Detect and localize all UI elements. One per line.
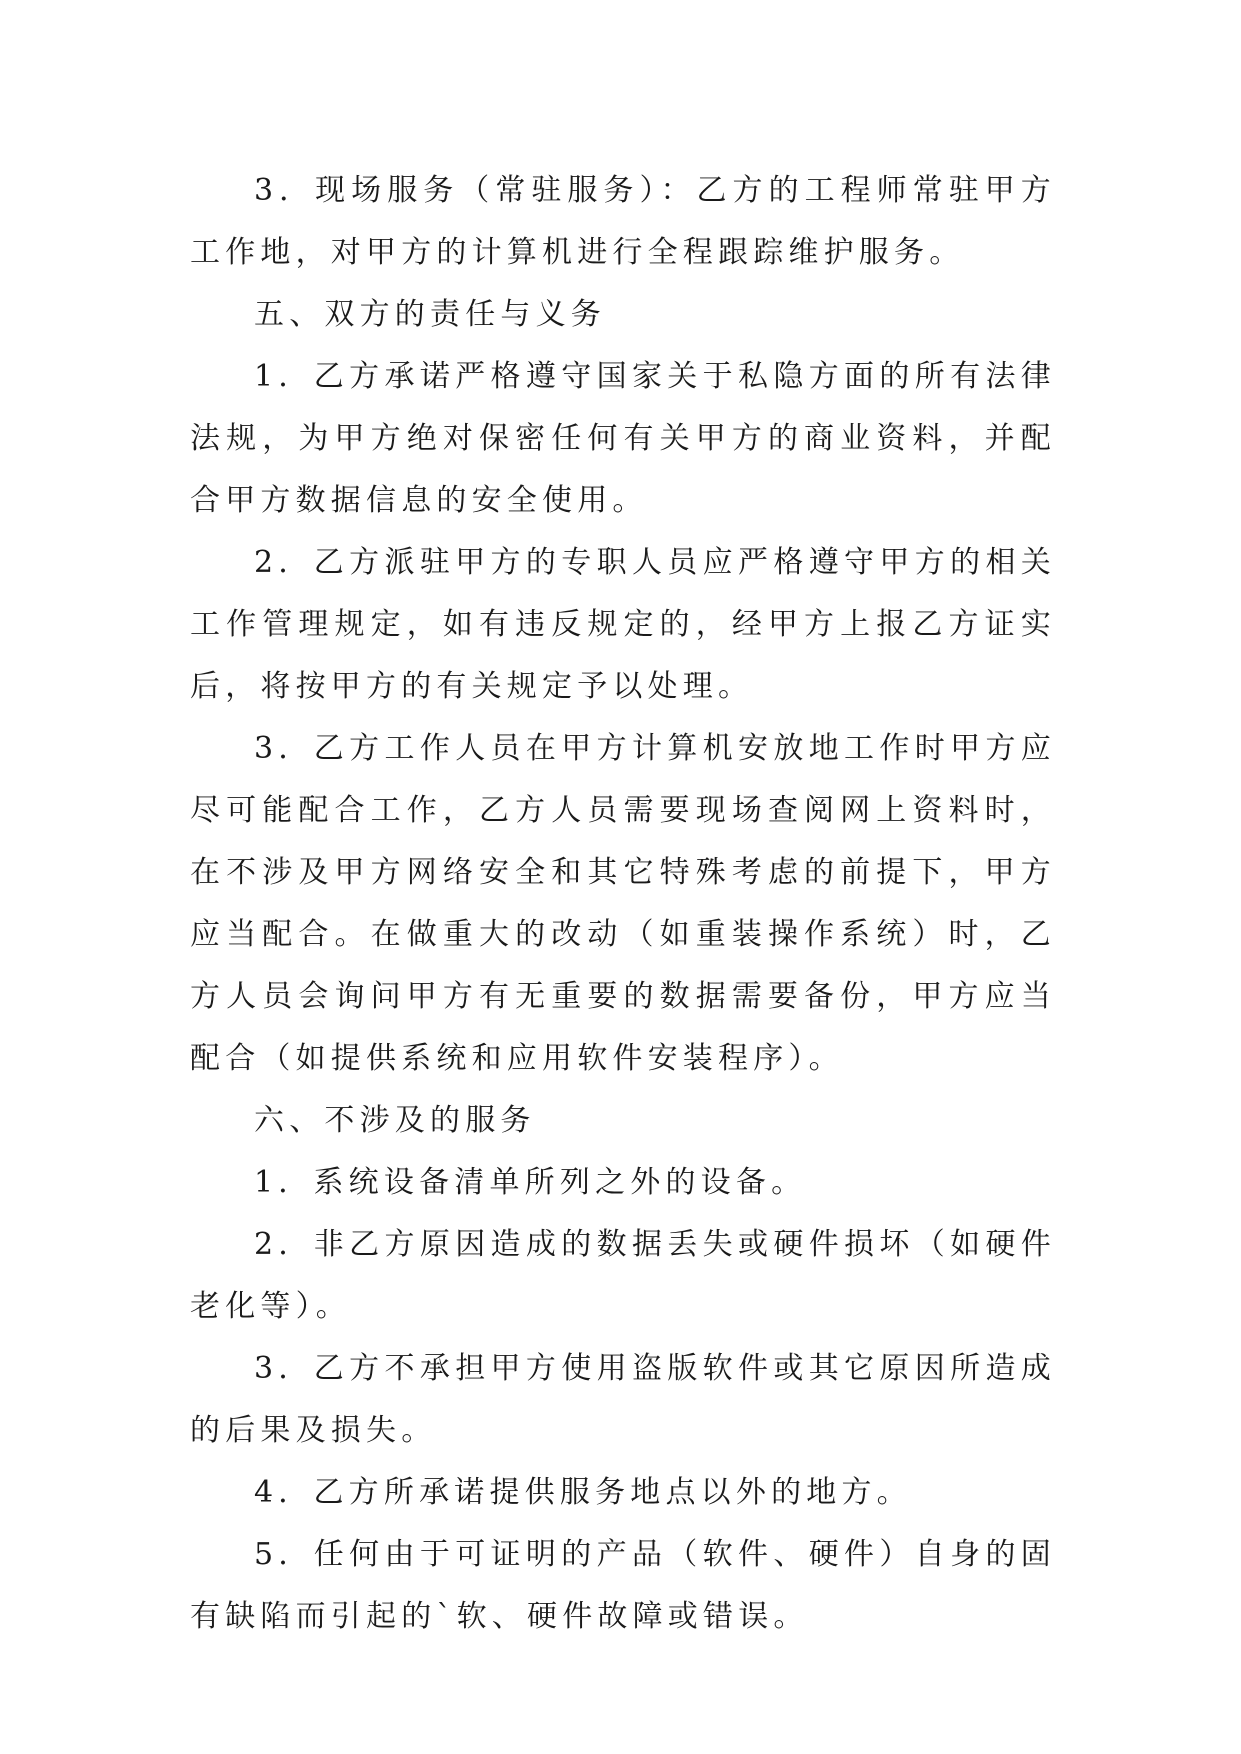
paragraph-onsite-service: 3．现场服务（常驻服务）：乙方的工程师常驻甲方工作地，对甲方的计算机进行全程跟踪维护服务。: [190, 173, 1056, 270]
document-body: [190, 160, 1056, 1648]
paragraph-privacy: 1．乙方承诺严格遵守国家关于私隐方面的所有法律法规，为甲方绝对保密任何有关甲方的商业资料，并配合甲方数据信息的安全使用。: [190, 359, 1056, 518]
heading-responsibilities: 五、双方的责任与义务: [254, 297, 606, 332]
paragraph-excluded-2: 2．非乙方原因造成的数据丢失或硬件损坏（如硬件老化等）。: [190, 1227, 1056, 1324]
heading-excluded-services: 六、不涉及的服务: [254, 1103, 536, 1138]
paragraph-excluded-4: 4．乙方所承诺提供服务地点以外的地方。: [254, 1475, 912, 1510]
paragraph-cooperation: 3．乙方工作人员在甲方计算机安放地工作时甲方应尽可能配合工作，乙方人员需要现场查阅网上资料时，在不涉及甲方网络安全和其它特殊考虑的前提下，甲方应当配合。在做重大的改动（如重装操作系统）时，乙方人员会询问甲方有无重要的数据需要备份，甲方应当配合（如提供系统和应用软件安装程序）。: [190, 731, 1056, 1076]
paragraph-excluded-1: 1．系统设备清单所列之外的设备。: [254, 1165, 807, 1200]
paragraph-excluded-5: 5．任何由于可证明的产品（软件、硬件）自身的固有缺陷而引起的`软、硬件故障或错误。: [190, 1537, 1056, 1634]
paragraph-staff-rules: 2．乙方派驻甲方的专职人员应严格遵守甲方的相关工作管理规定，如有违反规定的，经甲方上报乙方证实后，将按甲方的有关规定予以处理。: [190, 545, 1056, 704]
paragraph-excluded-3: 3．乙方不承担甲方使用盗版软件或其它原因所造成的后果及损失。: [190, 1351, 1056, 1448]
